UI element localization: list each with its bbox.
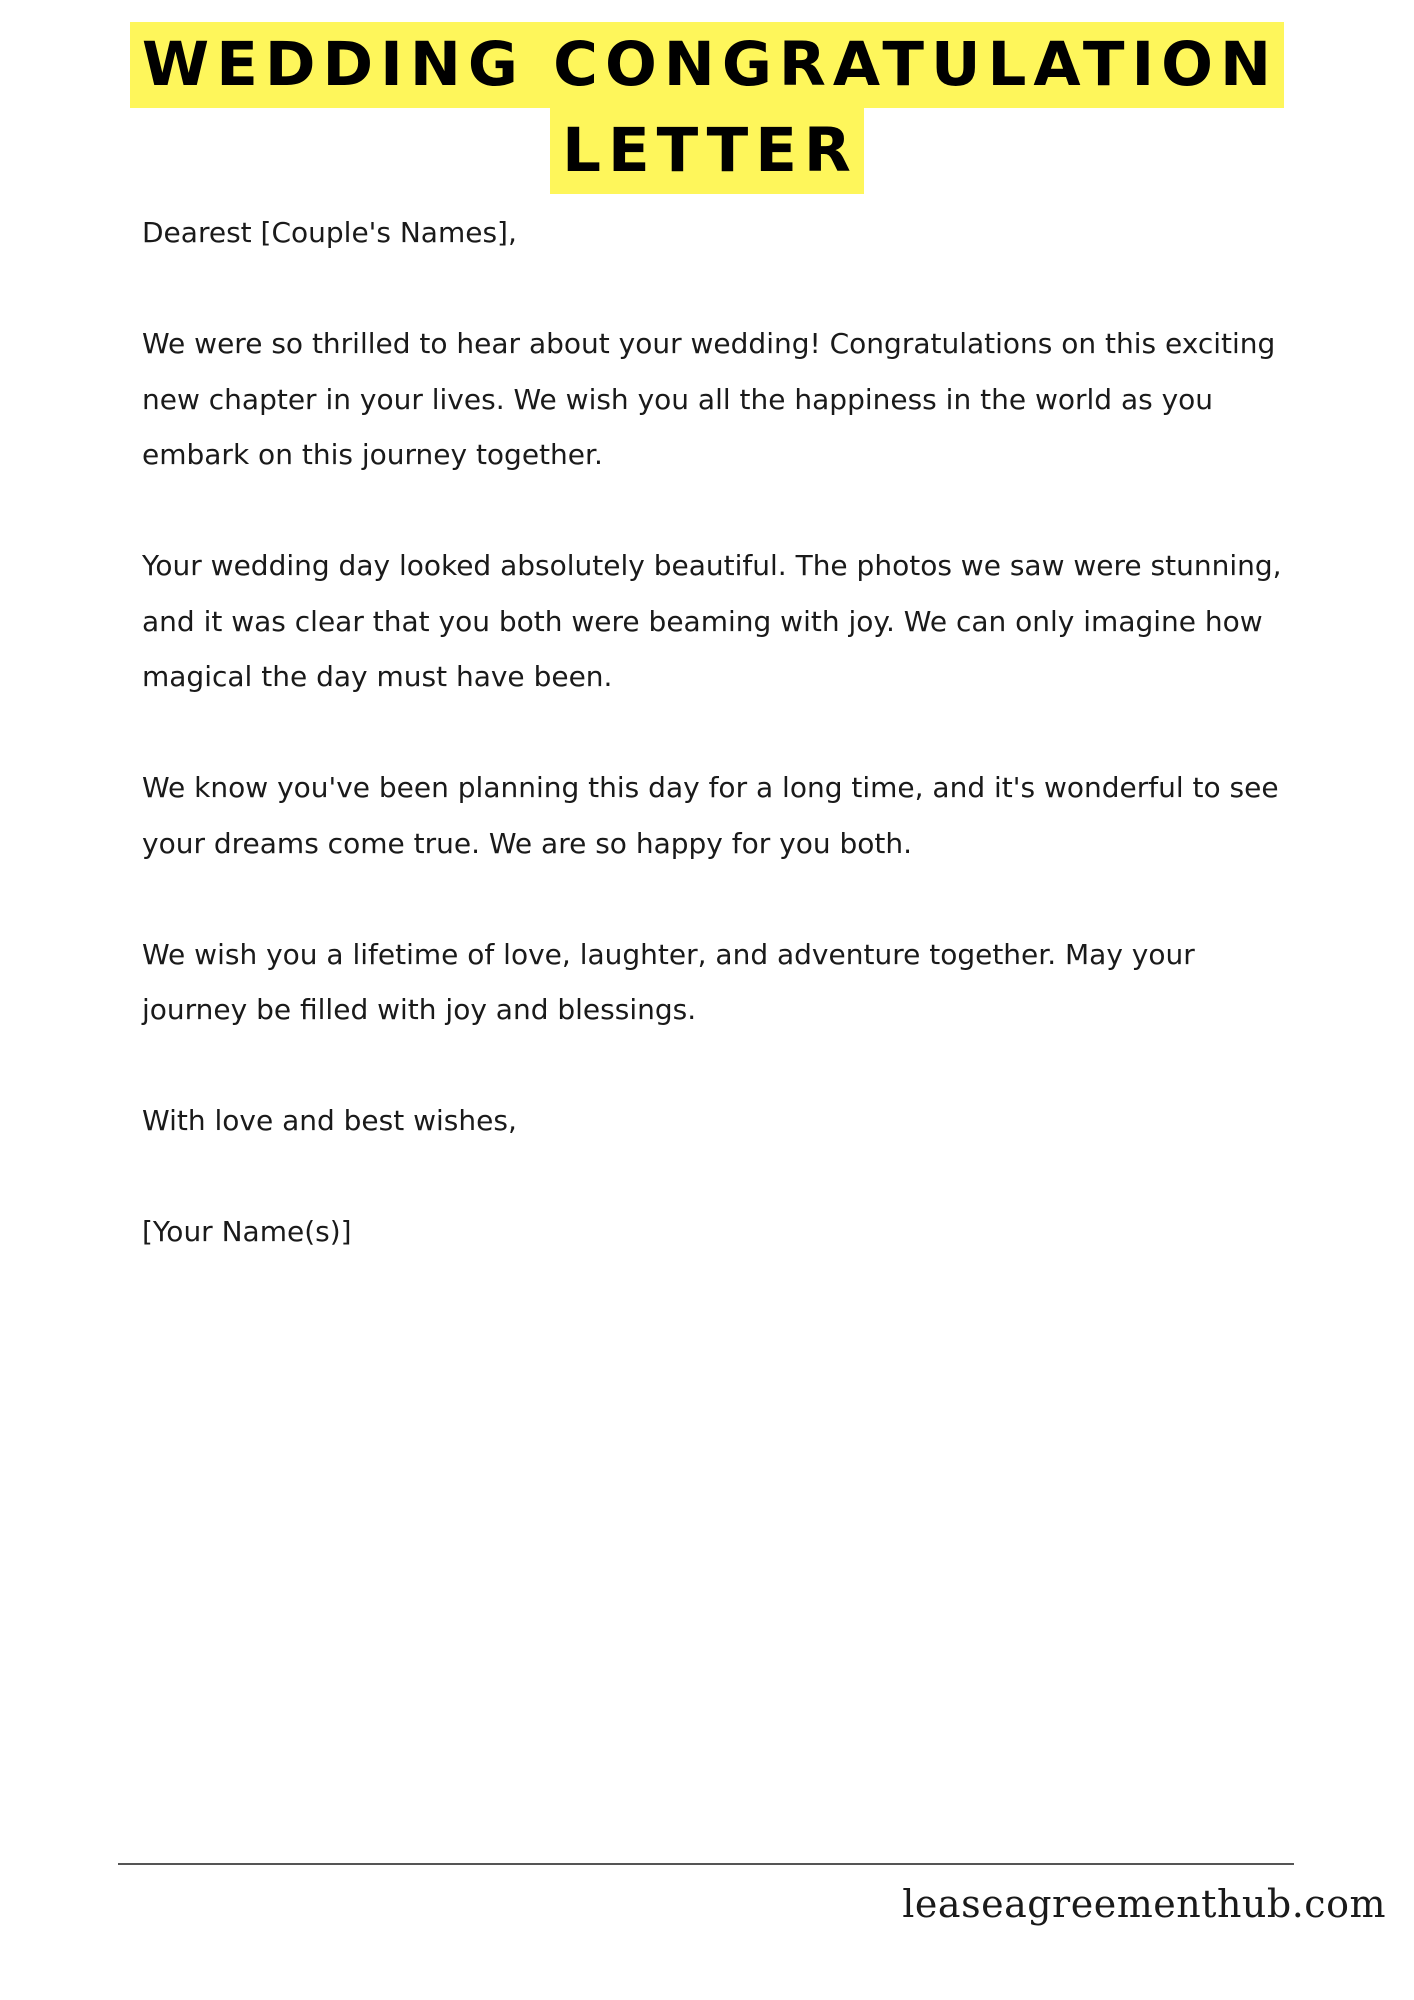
paragraph-3: We know you've been planning this day for a long time, and it's wonderful to see your dreams come true. We are so happy for you both. — [142, 771, 1279, 860]
paragraph-2: Your wedding day looked absolutely beautiful. The photos we saw were stunning, and it was clear that you both were beaming with joy. We can only imagine how magical the day must have been. — [142, 549, 1282, 693]
footer-divider — [118, 1863, 1294, 1865]
document-title — [0, 22, 1414, 194]
footer-website: leaseagreementhub.com — [902, 1882, 1386, 1926]
paragraph-4: We wish you a lifetime of love, laughter, and adventure together. May your journey be filled with joy and blessings. — [142, 937, 1195, 1026]
signature: [Your Name(s)] — [142, 1215, 352, 1248]
closing: With love and best wishes, — [142, 1104, 517, 1137]
letter-body — [142, 205, 1302, 1315]
title-line-1: WEDDING CONGRATULATION — [130, 22, 1284, 108]
paragraph-1: We were so thrilled to hear about your wedding! Congratulations on this exciting new chapter in your lives. We wish you all the happiness in the world as you embark on this journey together. — [142, 327, 1276, 471]
title-line-2: LETTER — [550, 108, 864, 194]
salutation: Dearest [Couple's Names], — [142, 216, 517, 249]
